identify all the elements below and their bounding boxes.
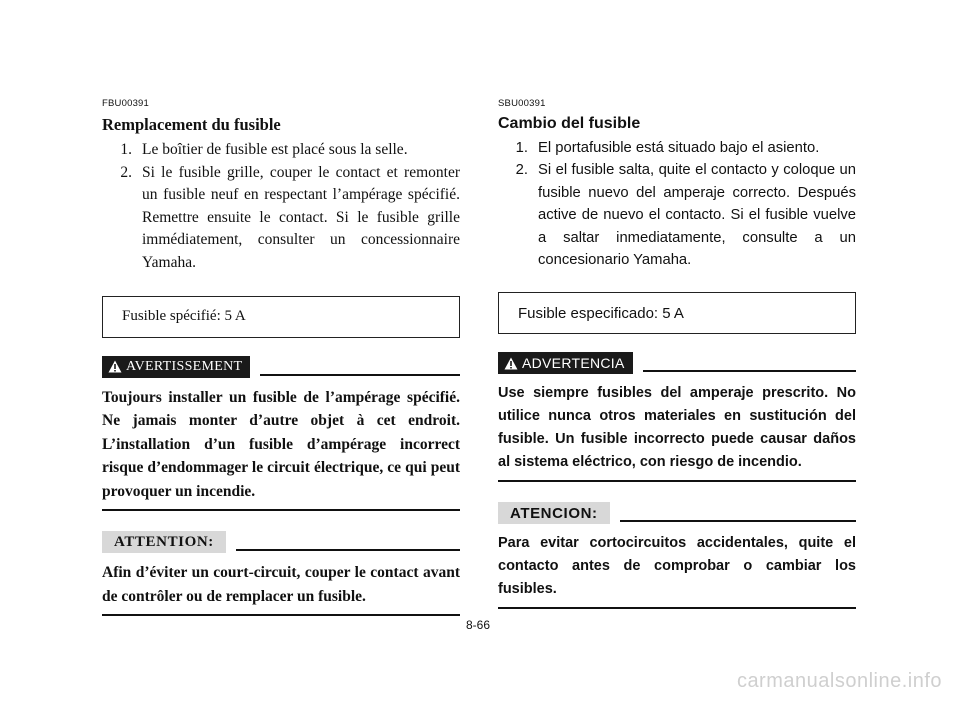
caution-label: ATTENTION: <box>114 533 214 550</box>
caution-badge <box>498 502 610 524</box>
caution-header <box>498 502 856 524</box>
caution-text: Afin d’éviter un court-circuit, couper le contact avant de contrôler ou de remplacer un fusible. <box>102 564 460 605</box>
spec-box <box>498 292 856 334</box>
caution-text: Para evitar cortocircuitos accidentales, quite el contacto antes de comprobar o cambiar los fusibles. <box>498 535 856 598</box>
list-item <box>498 137 856 159</box>
warning-label: AVERTISSEMENT <box>126 358 243 374</box>
warning-triangle-icon <box>108 360 122 373</box>
warning-text: Use siempre fusibles del amperaje prescrito. No utilice nunca otros materiales en sustitución del fusible. Un fusible incorrecto puede causar daños al sistema eléctrico, con riesgo de incendio. <box>498 385 856 471</box>
list-item <box>498 159 856 271</box>
spec-text: Fusible especificado: 5 A <box>518 304 684 322</box>
caution-label: ATENCION: <box>510 504 598 522</box>
step-number: 2. <box>515 162 528 179</box>
page-number: 8-66 <box>466 618 491 632</box>
warning-text: Toujours installer un fusible de l’ampérage spécifié. Ne jamais monter d’autre objet à cet endroit. L’installation d’un fusible d’ampérage incorrect risque d’endommager le circuit électrique, ce qui peut provoquer un incendie. <box>102 388 460 500</box>
warning-header <box>102 356 460 378</box>
spanish-column <box>498 98 856 609</box>
caution-badge <box>102 531 226 553</box>
warning-badge <box>102 356 250 378</box>
section-title: Cambio del fusible <box>498 115 641 132</box>
section-rule <box>498 480 856 482</box>
header-rule <box>643 370 856 372</box>
warning-badge <box>498 352 633 374</box>
section-title: Remplacement du fusible <box>102 115 281 134</box>
step-number: 1. <box>120 141 132 158</box>
spec-text: Fusible spécifié: 5 A <box>122 308 246 325</box>
step-number: 1. <box>515 140 528 156</box>
section-rule <box>102 509 460 511</box>
header-rule <box>236 549 460 551</box>
steps-list <box>102 139 460 275</box>
warning-triangle-icon <box>504 357 518 370</box>
header-rule <box>620 520 856 522</box>
list-item <box>102 162 460 275</box>
step-text: Le boîtier de fusible est placé sous la selle. <box>142 141 408 158</box>
french-column <box>102 98 460 616</box>
watermark: carmanualsonline.info <box>736 670 942 692</box>
warning-label: ADVERTENCIA <box>522 355 625 372</box>
section-code: FBU00391 <box>102 98 150 109</box>
section-code: SBU00391 <box>498 98 546 109</box>
step-text: El portafusible está situado bajo el asiento. <box>538 140 820 156</box>
steps-list <box>498 137 856 271</box>
section-rule <box>102 614 460 616</box>
spec-box <box>102 296 460 338</box>
section-rule <box>498 607 856 609</box>
list-item <box>102 139 460 162</box>
step-text: Si le fusible grille, couper le contact et remonter un fusible neuf en respectant l’ampérage spécifié. Remettre ensuite le contact. Si le fusible grille immédiatement, consulter un concessionnaire Yamaha. <box>142 163 460 271</box>
step-number: 2. <box>120 163 132 181</box>
warning-header <box>498 352 856 374</box>
step-text: Si el fusible salta, quite el contacto y coloque un fusible nuevo del amperaje correcto. Después active de nuevo el contacto. Si el fusible vuelve a saltar inmediatamente, consulte a un concesionario Yamaha. <box>538 162 856 269</box>
caution-header <box>102 531 460 553</box>
header-rule <box>260 374 460 376</box>
